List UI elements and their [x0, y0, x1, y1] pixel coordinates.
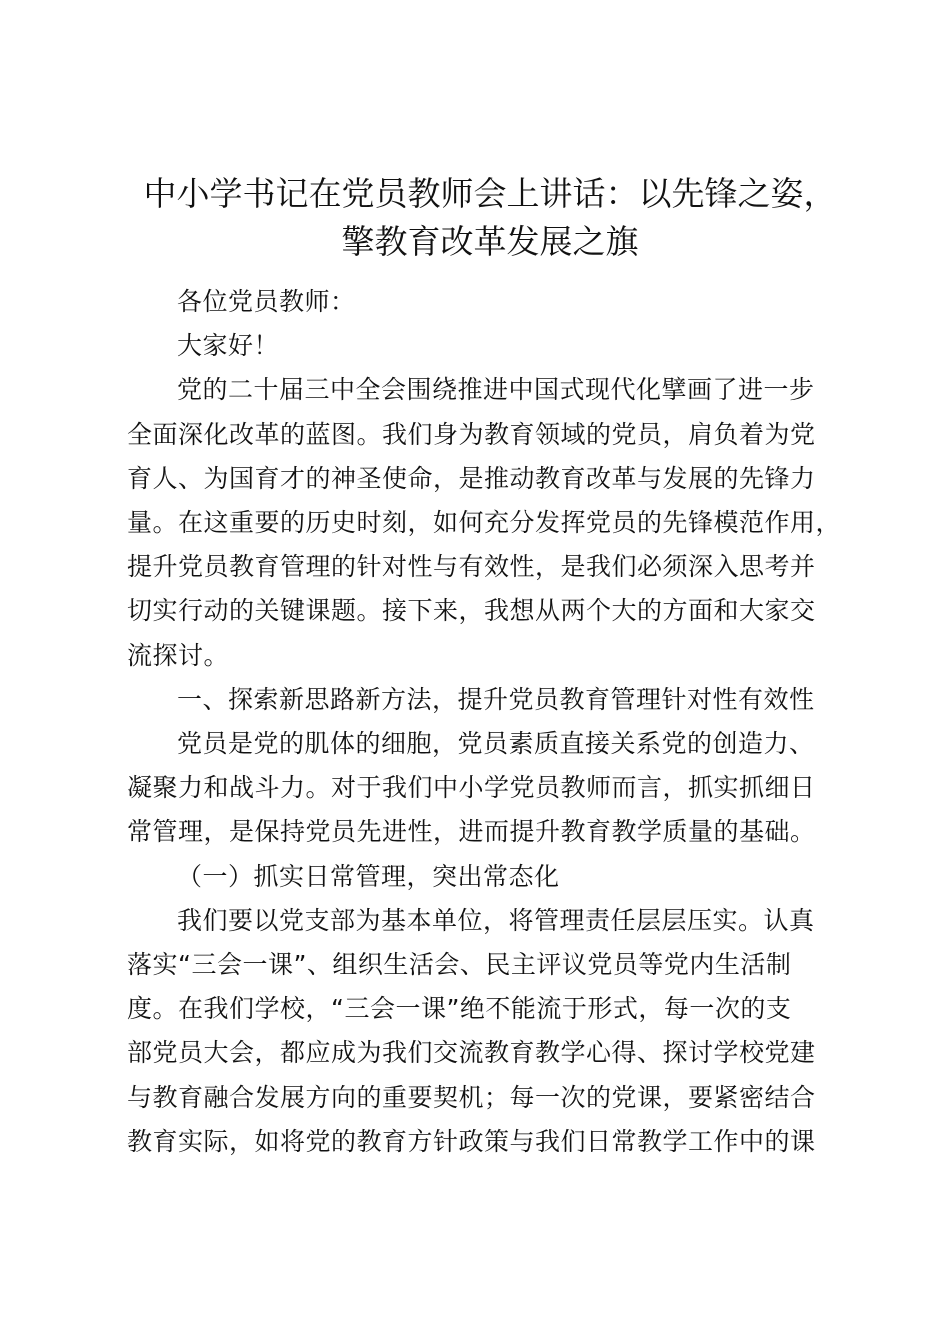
body-text-line: 教育实际，如将党的教育方针政策与我们日常教学工作中的课 — [127, 1126, 816, 1156]
body-text-line: 常管理，是保持党员先进性，进而提升教育教学质量的基础。 — [127, 817, 816, 847]
title-line-1: 中小学书记在党员教师会上讲话：以先锋之姿， — [143, 174, 837, 213]
body-text-line: 度。在我们学校，“三会一课”绝不能流于形式，每一次的支 — [127, 994, 792, 1024]
body-text-line: 育人、为国育才的神圣使命，是推动教育改革与发展的先锋力 — [127, 463, 816, 493]
body-text-line: 党员是党的肌体的细胞，党员素质直接关系党的创造力、 — [177, 729, 815, 759]
body-text-line: 凝聚力和战斗力。对于我们中小学党员教师而言，抓实抓细日 — [127, 773, 816, 803]
body-text-line: 党的二十届三中全会围绕推进中国式现代化擘画了进一步 — [177, 375, 815, 405]
body-text-line: 我们要以党支部为基本单位，将管理责任层层压实。认真 — [177, 905, 815, 935]
body-text-line: 大家好！ — [177, 331, 280, 361]
document-body — [127, 280, 842, 1164]
body-text-line: 落实“三会一课”、组织生活会、民主评议党员等党内生活制 — [127, 950, 792, 980]
body-text-line: 流探讨。 — [127, 640, 230, 670]
body-text-line: 各位党员教师： — [177, 287, 356, 316]
body-text-line: 量。在这重要的历史时刻，如何充分发挥党员的先锋模范作用， — [127, 508, 842, 538]
document-title — [100, 170, 880, 266]
body-text-line: 部党员大会，都应成为我们交流教育教学心得、探讨学校党建 — [127, 1038, 816, 1068]
body-text-line: 全面深化改革的蓝图。我们身为教育领域的党员，肩负着为党 — [127, 419, 816, 449]
body-text-line: 切实行动的关键课题。接下来，我想从两个大的方面和大家交 — [127, 596, 816, 626]
body-text-line: 与教育融合发展方向的重要契机；每一次的党课，要紧密结合 — [127, 1082, 816, 1112]
body-text-line: 一、探索新思路新方法，提升党员教育管理针对性有效性 — [177, 684, 815, 714]
body-text-line: （一）抓实日常管理，突出常态化 — [177, 861, 560, 891]
title-line-2: 擎教育改革发展之旗 — [341, 222, 639, 261]
body-text-line: 提升党员教育管理的针对性与有效性，是我们必须深入思考并 — [127, 552, 816, 582]
